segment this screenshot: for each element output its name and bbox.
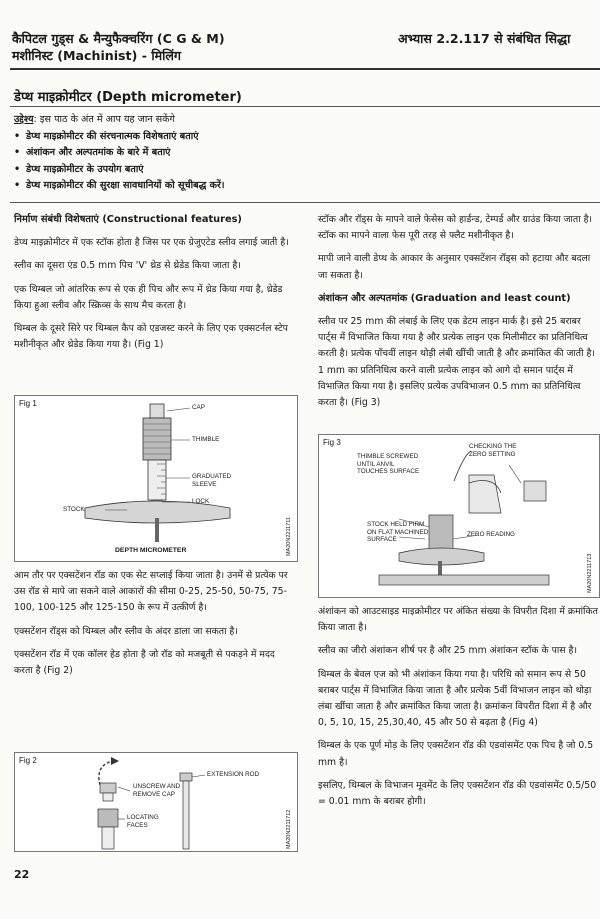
objectives-list [14,129,434,195]
figure-3 [318,434,600,598]
paragraph: इसलिए, थिम्बल के विभाजन मूवमेंट के लिए एक्सटेंशन रॉड की एडवांसमेंट 0.5/50 = 0.01 mm के बराबर होगी। [318,779,597,808]
objective-item: • डेप्थ माइक्रोमीटर के उपयोग बताएं [14,162,434,179]
graduated-sleeve-label [192,473,231,488]
depth-micrometer-illustration [15,396,297,561]
figure-3-id: MA20N2211713 [587,553,593,593]
objective-item: • अंशांकन और अल्पतमांक के बारे में बताएं [14,145,434,162]
figure-2 [14,752,298,852]
thimble-label: THIMBLE [192,436,220,443]
figure-2-id: MA20N2211712 [286,809,292,849]
figure-1-id: MA20N2211711 [286,517,292,556]
screwed-label-line: UNTIL ANVIL [357,460,395,468]
objectives-divider [10,202,600,203]
constructional-heading: निर्माण संबंधी विशेषताएं (Constructional features) [14,214,242,225]
figure-1-number: Fig 1 [19,399,37,408]
stock-held-label-line: ON FLAT MACHINED [367,528,429,536]
paragraph: स्लीव का जीरो अंशांकन शीर्ष पर है और 25 mm अंशांकन स्टॉक के पास है। [318,645,578,657]
paragraph: स्लीव पर 25 mm की लंबाई के लिए एक डेटम लाइन मार्क है। इसे 25 बराबर पार्ट्स में विभाजित किया गया है और प्रत्येक लाइन एक मिलीमीटर का प्रतिनिधित्व करती है। प्रत्येक पाँचवीं लाइन थोड़ी लंबी खींची जाती है और क्रमांकित की जाती है। 1 mm का प्रतिनिधित्व करने वाली प्रत्येक लाइन को आगे दो समान पार्ट्स में विभाजित किया गया है। इसलिए प्रत्येक उपविभाजन 0.5 mm का प्रतिनिधित्व करता है। (Fig 3) [318,316,595,409]
graduation-heading: अंशांकन और अल्पतमांक (Graduation and least count) [318,292,571,304]
zero-reading-label: ZERO READING [467,531,515,538]
section-title: डेप्थ माइक्रोमीटर (Depth micrometer) [14,90,242,105]
objective-item: • डेप्थ माइक्रोमीटर की सुरक्षा सावधानियों को सूचीबद्ध करें। [14,178,434,195]
left-column-bottom [14,568,296,686]
header-divider [10,68,600,70]
stock-label: STOCK [63,506,85,513]
objectives-intro: : इस पाठ के अंत में आप यह जान सकेंगे [33,114,175,125]
stock-held-label [367,521,428,544]
screwed-label-line: THIMBLE SCREWED [357,453,419,460]
extension-rod-illustration [15,753,297,851]
unscrew-label-line: UNSCREW AND [133,783,181,790]
screwed-label-line: TOUCHES SURFACE [357,468,420,475]
paragraph: डेप्थ माइक्रोमीटर में एक स्टॉक होता है जिस पर एक ग्रेजुएटेड स्लीव लगाई जाती है। [14,237,289,249]
paragraph: स्लीव का दूसरा एंड 0.5 mm पिच 'V' थ्रेड से थ्रेडेड किया जाता है। [14,260,241,272]
checking-label-line: ZERO SETTING [469,450,516,458]
paragraph: अंशांकन को आउटसाइड माइक्रोमीटर पर अंकित संख्या के विपरीत दिशा में क्रमांकित किया जाता है। [318,606,598,634]
checking-label-line: CHECKING THE [469,443,517,450]
paragraph: एक्सटेंशन रॉड्स को थिम्बल और स्लीव के अंदर डाला जा सकता है। [14,625,238,637]
right-column-bottom [318,604,598,817]
course-title [12,30,312,64]
sleeve-label-line: SLEEVE [192,480,217,488]
paragraph: आम तौर पर एक्सटेंशन रॉड का एक सेट सप्लाई किया जाता है। उनमें से प्रत्येक पर उस रॉड से मापे जा सकने वाले आकारों की सीमा 0-25, 25-50, 50-75, 75-100, 100-125 और 125-150 के रूप में उत्कीर्ण है। [14,570,288,614]
thimble-screwed-label [357,453,419,476]
right-column-top [318,212,598,418]
objectives-label: उद्देश्य [14,114,34,125]
sleeve-label-line: GRADUATED [192,473,232,480]
extension-rod-label: EXTENSION ROD [207,771,260,778]
paragraph: एक्सटेंशन रॉड में एक कॉलर हेड होता है जो रॉड को मजबूती से पकड़ने में मदद करता है (Fig 2) [14,648,275,677]
figure-2-number: Fig 2 [19,756,37,765]
paragraph: थिम्बल के एक पूर्ण मोड़ के लिए एक्सटेंशन रॉड की एडवांसमेंट एक पिच है जो 0.5 mm है। [318,740,594,768]
figure-1-title: DEPTH MICROMETER [115,547,187,554]
unscrew-cap-label [133,783,180,798]
paragraph: एक थिम्बल जो आंतरिक रूप से एक ही पिच और रूप में थ्रेड किया गया है, थ्रेडेड किया हुआ स्लीव और स्क्रिव्स के साथ मैच करता है। [14,283,283,311]
paragraph: मापी जाने वाली डेप्थ के आकार के अनुसार एक्सटेंशन रॉड्स को हटाया और बदला जा सकता है। [318,253,591,281]
exercise-reference: अभ्यास 2.2.117 से संबंधित सिद्धा [398,31,571,46]
course-title-line2: मशीनिस्ट (Machinist) - मिलिंग [12,48,182,63]
checking-zero-label [469,443,516,458]
page-number: 22 [14,868,30,881]
section-divider [10,106,600,107]
locating-label-line: LOCATING [127,814,159,821]
left-column-top [14,212,294,360]
figure-3-number: Fig 3 [323,438,341,447]
unscrew-label-line: REMOVE CAP [133,790,175,798]
locating-label-line: FACES [127,821,148,829]
stock-held-label-line: SURFACE [367,536,397,543]
paragraph: थिम्बल के दूसरे सिरे पर थिम्बल कैप को एडजस्ट करने के लिए एक एक्सटर्नल स्टेप मशीनीकृत और थ्रेडेड किया गया है। (Fig 1) [14,323,288,351]
objectives [14,112,434,195]
stock-held-label-line: STOCK HELD FIRM [367,521,425,528]
course-title-line1: कैपिटल गुड्स & मैन्युफैक्चरिंग (C G & M) [12,31,225,46]
paragraph: थिम्बल के बेवल एज को भी अंशांकन किया गया है। परिधि को समान रूप से 50 बराबर पार्ट्स में विभाजित किया जाता है और प्रत्येक 5वीं विभाजन लाइन को थोड़ा लंबा खींचा जाता है और क्रमांकित किया जाता है। क्रमांकन विपरीत दिशा में है और 0, 5, 10, 15, 25,30,40, 45 और 50 से बढ़ता है (Fig 4) [318,668,592,729]
cap-label: CAP [192,404,205,411]
figure-1 [14,395,298,562]
locating-faces-label [127,814,159,829]
paragraph: स्टॉक और रॉड्स के मापने वाले फेसेस को हार्डन्ड, टेम्पर्ड और ग्राउंड किया जाता है। स्टॉक का मापने वाला फेस पूरी तरह से फ्लैट मशीनीकृत है। [318,214,593,242]
objective-item: • डेप्थ माइक्रोमीटर की संरचनात्मक विशेषताएं बताएं [14,129,434,146]
lock-label: LOCK [192,498,210,505]
